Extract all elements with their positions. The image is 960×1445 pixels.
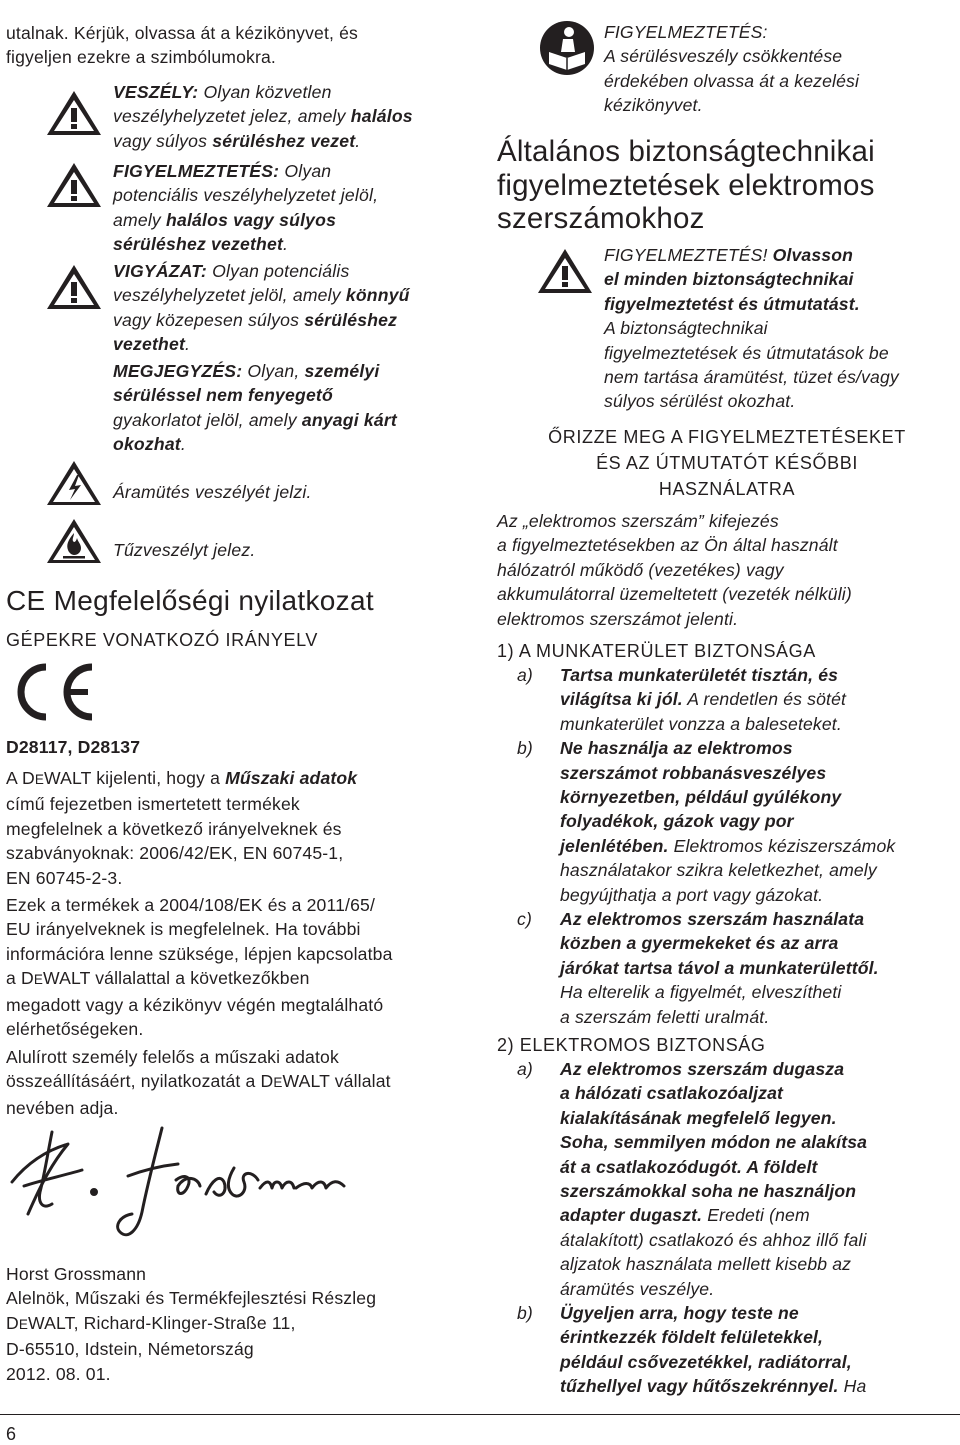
- general-warning: FIGYELMEZTETÉS! Olvasson el minden biztonságtechnikai figyelmeztetést és útmutatást. A biztonságtechnikai figyelmeztetések és útmutatások be nem tartása áramütést, tüzet és/vagy súlyos sérülést okozhat.: [604, 245, 899, 412]
- ce-mark-icon: [8, 661, 98, 723]
- signal-word: MEGJEGYZÉS:: [113, 361, 248, 381]
- list-item-label: c): [517, 909, 532, 929]
- list-item-label: b): [517, 738, 533, 759]
- work-area-safety-heading: 1) A MUNKATERÜLET BIZTONSÁGA: [497, 641, 816, 661]
- list-item-text: Az elektromos szerszám dugasza a hálózati csatlakozóaljzat kialakításának megfelelő legyen. Soha, semmilyen módon ne alakítsa át a csatlakozódugót. A földelt szerszámokkal soha ne használjon adapter dugaszt. Eredeti (nem átalakított) csatlakozó és ahhoz illő fali aljzatok használata mellett kisebb az áramütés veszélye.: [560, 1059, 868, 1299]
- signal-word: FIGYELMEZTETÉS:: [113, 161, 285, 181]
- warning-triangle-icon: [44, 262, 104, 312]
- company-address: DEWALT, Richard-Klinger-Straße 11,: [6, 1312, 296, 1333]
- conformity-paragraph: Ezek a termékek a 2004/108/EK és a 2011/65/ EU irányelveknek is megfelelnek. Ha további információra lenne szüksége, lépjen kapcsolatba a DEWALT vállalattal a következőkben megadott vagy a kézikönyv végén megtalálható elérhetőségeken.: [6, 895, 393, 1040]
- electrical-safety-heading: 2) ELEKTROMOS BIZTONSÁG: [497, 1035, 766, 1055]
- list-item-label: a): [517, 1059, 533, 1079]
- keep-instructions-heading: ŐRIZZE MEG A FIGYELMEZTETÉSEKET ÉS AZ ÚTMUTATÓT KÉSŐBBI HASZNÁLATRA: [548, 427, 906, 499]
- list-item-label: a): [517, 665, 533, 685]
- footer-rule: [0, 1414, 960, 1415]
- manual-notice: FIGYELMEZTETÉS: A sérülésveszély csökkentése érdekében olvassa át a kezelési kézikönyvet.: [604, 22, 860, 116]
- directive-heading: GÉPEKRE VONATKOZÓ IRÁNYELV: [6, 630, 319, 650]
- model-numbers: D28117, D28137: [6, 737, 141, 757]
- signer-block: [6, 1262, 474, 1386]
- signer-name: Horst Grossmann: [6, 1264, 147, 1284]
- ce-declaration-title: CE Megfelelőségi nyilatkozat: [6, 585, 374, 616]
- intro-text: utalnak. Kérjük, olvassa át a kézikönyvet, és figyeljen ezekre a szimbólumokra.: [6, 23, 358, 68]
- list-item-text: Tartsa munkaterületét tisztán, és világítsa ki jól. A rendetlen és sötét munkaterület vonzza a baleseteket.: [560, 665, 847, 734]
- read-manual-icon: [539, 20, 595, 76]
- notice-definition: MEGJEGYZÉS: Olyan, személyi sérüléssel nem fenyegető gyakorlatot jelöl, amely anyagi kárt okozhat.: [113, 361, 397, 455]
- danger-definition: VESZÉLY: Olyan közvetlen veszélyhelyzetet jelez, amely halálos vagy súlyos sérüléshez vezet.: [113, 82, 413, 151]
- declaration-paragraph: A DEWALT kijelenti, hogy a Műszaki adatok című fejezetben ismertetett termékek megfelelnek a következő irányelveknek és szabványoknak: 2006/42/EK, EN 60745-1, EN 60745-2-3.: [6, 768, 358, 888]
- list-item-label: b): [517, 1303, 533, 1323]
- signer-title: Alelnök, Műszaki és Termékfejlesztési Részleg: [6, 1288, 377, 1309]
- electric-shock-warning-icon: [44, 458, 104, 508]
- list-item-text: Ne használja az elektromos szerszámot robbanásveszélyes környezetben, például gyúlékony folyadékok, gázok vagy por jelenlétében. Elektromos kéziszerszámok használatakor szikra keletkezhet, amely begyújthatja a port vagy gázokat.: [560, 738, 896, 905]
- page-number: 6: [6, 1424, 17, 1444]
- warning-triangle-icon: [44, 160, 104, 210]
- fire-hazard-text: Tűzveszélyt jelez.: [113, 540, 256, 560]
- signal-word: VIGYÁZAT:: [113, 261, 213, 281]
- caution-definition: VIGYÁZAT: Olyan potenciális veszélyhelyzetet jelöl, amely könnyű vagy közepesen súlyos sérüléshez vezethet.: [113, 261, 410, 355]
- warning-definition: FIGYELMEZTETÉS: Olyan potenciális veszélyhelyzetet jelöl, amely halálos vagy súlyos sérüléshez vezethet.: [113, 161, 379, 255]
- warning-triangle-icon: [535, 246, 595, 296]
- warning-triangle-icon: [44, 88, 104, 138]
- signature-image: [8, 1122, 348, 1244]
- electric-shock-text: Áramütés veszélyét jelzi.: [113, 482, 312, 502]
- fire-hazard-warning-icon: [44, 516, 104, 566]
- city: D-65510, Idstein, Németország: [6, 1339, 254, 1360]
- signal-word: VESZÉLY:: [113, 82, 204, 102]
- signature-date: 2012. 08. 01.: [6, 1363, 111, 1384]
- power-tool-definition: Az „elektromos szerszám” kifejezés a figyelmeztetésekben az Ön által használt hálózatról működő (vezetékes) vagy akkumulátorral üzemeltetett (vezeték nélküli) elektromos szerszámot jelenti.: [497, 511, 852, 629]
- section-title: Általános biztonságtechnikai figyelmeztetések elektromos szerszámokhoz: [497, 135, 875, 235]
- list-item-text: Az elektromos szerszám használata közben a gyermekeket és az arra járókat tartsa távol a munkaterülettől. Ha elterelik a figyelmét, elveszítheti a szerszám feletti uralmát.: [560, 909, 879, 1027]
- list-item-text: Ügyeljen arra, hogy teste ne érintkezzék földelt felületekkel, például csővezetékkel, radiátorral, tűzhellyel vagy hűtőszekrénnyel. Ha: [560, 1303, 867, 1397]
- responsible-person-paragraph: Alulírott személy felelős a műszaki adatok összeállításáért, nyilatkozatát a DEWALT vállalat nevében adja.: [6, 1047, 391, 1118]
